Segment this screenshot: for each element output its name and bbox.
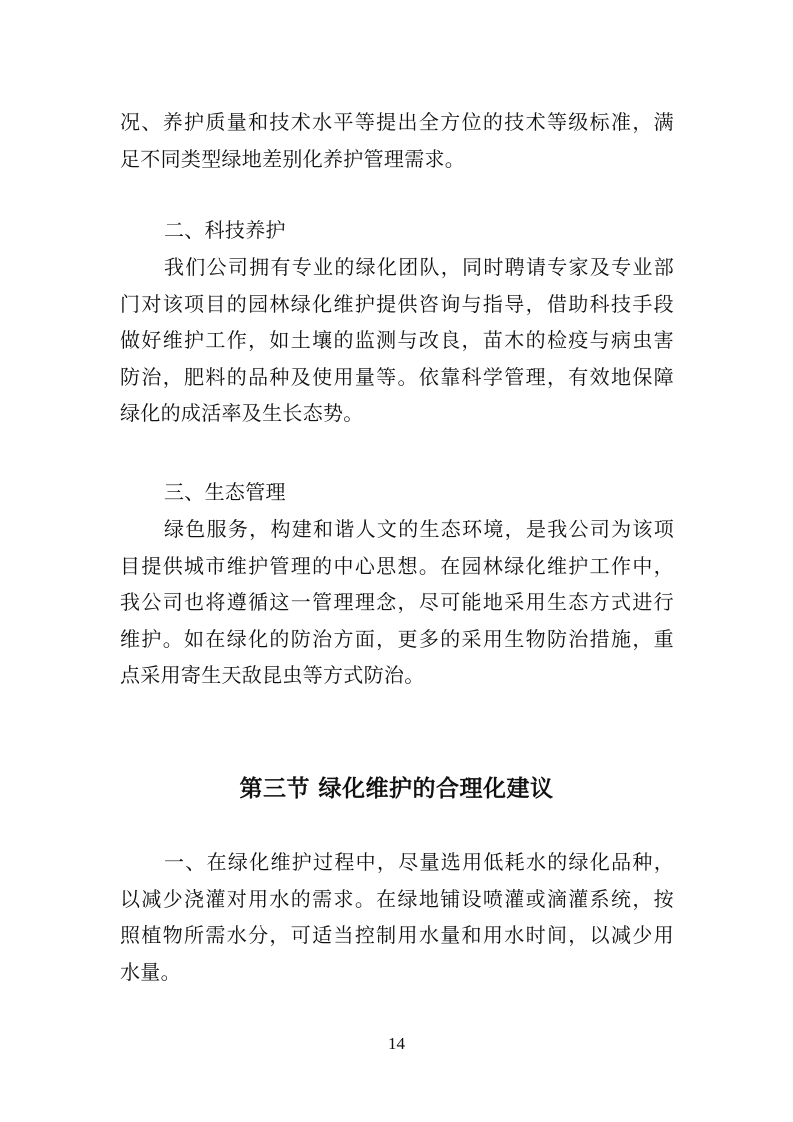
paragraph-line: 照植物所需水分，可适当控制用水量和用水时间，以减少用 <box>120 923 674 947</box>
paragraph-line: 我们公司拥有专业的绿化团队，同时聘请专家及专业部 <box>164 255 674 279</box>
suggestion-paragraph-1 <box>120 844 674 990</box>
paragraph-line: 做好维护工作，如土壤的监测与改良，苗木的检疫与病虫害 <box>120 328 674 352</box>
paragraph-line: 目提供城市维护管理的中心思想。在园林绿化维护工作中， <box>120 553 674 578</box>
section-title: 第三节 绿化维护的合理化建议 <box>239 776 554 802</box>
paragraph-line: 水量。 <box>120 959 181 984</box>
continuation-paragraph <box>120 104 674 177</box>
tech-maintenance-paragraph <box>120 249 674 432</box>
eco-management-paragraph <box>120 511 674 694</box>
paragraph-line: 绿色服务，构建和谐人文的生态环境，是我公司为该项 <box>164 517 674 541</box>
subheading-tech-maintenance: 二、科技养护 <box>164 218 286 242</box>
paragraph-line: 我公司也将遵循这一管理理念，尽可能地采用生态方式进行 <box>120 590 674 614</box>
paragraph-line: 防治，肥料的品种及使用量等。依靠科学管理，有效地保障 <box>120 364 674 389</box>
paragraph-line: 足不同类型绿地差别化养护管理需求。 <box>120 146 466 171</box>
paragraph-line: 点采用寄生天敌昆虫等方式防治。 <box>120 663 425 687</box>
subheading-eco-management: 三、生态管理 <box>164 480 286 504</box>
paragraph-line: 维护。如在绿化的防治方面，更多的采用生物防治措施，重 <box>120 626 674 651</box>
paragraph-line: 况、养护质量和技术水平等提出全方位的技术等级标准，满 <box>120 110 674 134</box>
paragraph-line: 一、在绿化维护过程中，尽量选用低耗水的绿化品种， <box>164 850 674 874</box>
paragraph-line: 以减少浇灌对用水的需求。在绿地铺设喷灌或滴灌系统，按 <box>120 886 674 911</box>
paragraph-line: 门对该项目的园林绿化维护提供咨询与指导，借助科技手段 <box>120 291 674 316</box>
paragraph-line: 绿化的成活率及生长态势。 <box>120 401 364 425</box>
page-number: 14 <box>388 1034 405 1053</box>
